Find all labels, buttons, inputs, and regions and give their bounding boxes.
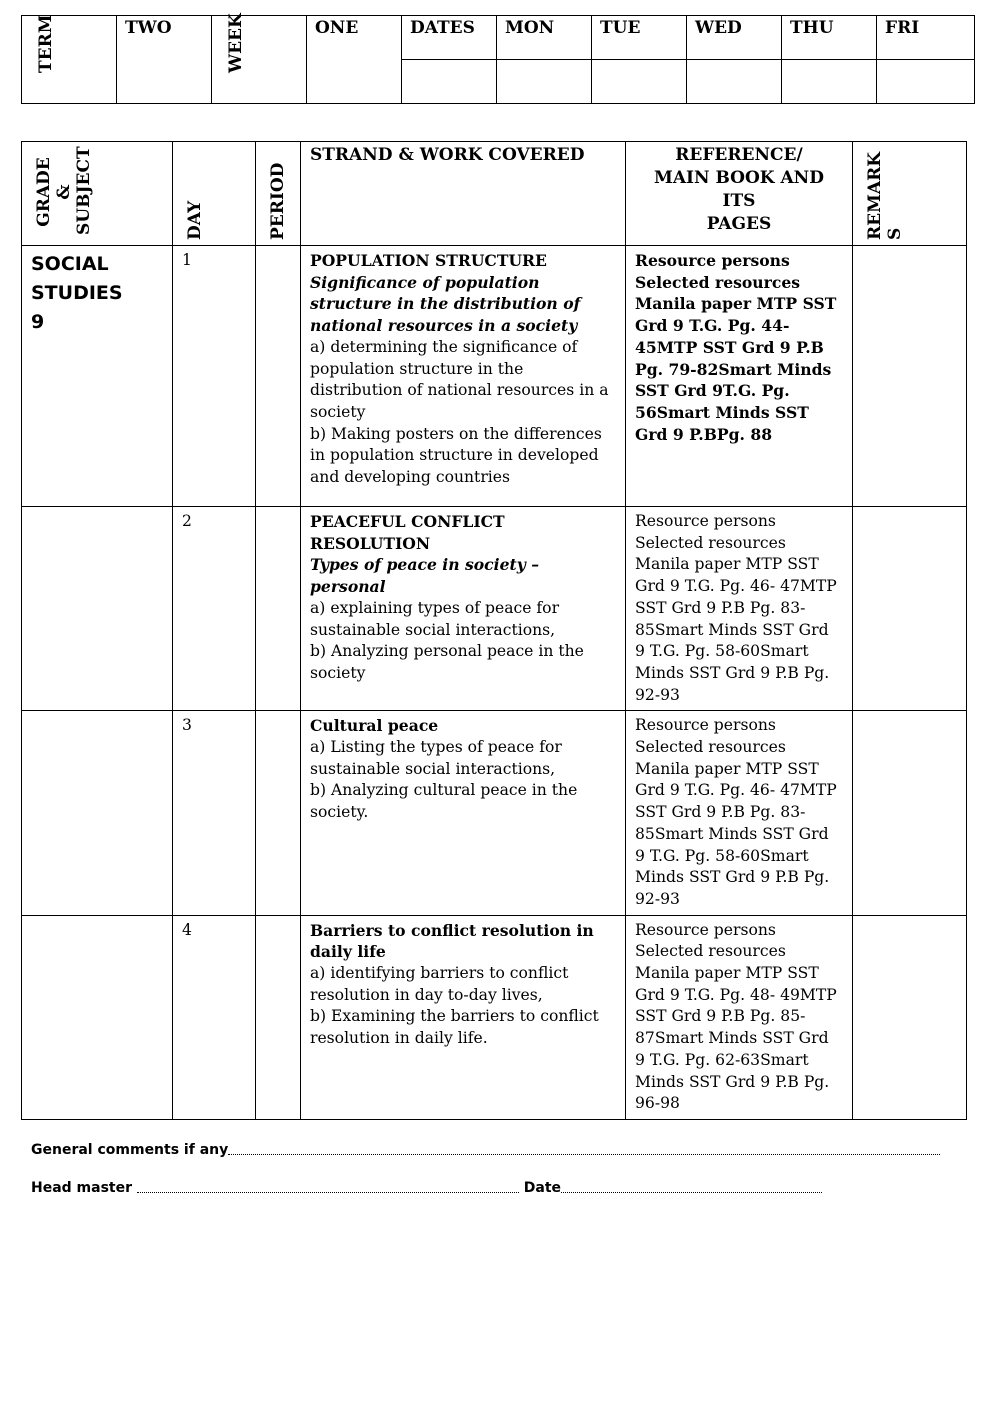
strand-subtitle: Significance of population structure in the distribution of national resources in a society	[310, 272, 581, 336]
reference-cell: Resource persons Selected resources Manila paper MTP SST Grd 9 T.G. Pg. 44-45MTP SST Grd 9 P.B Pg. 79-82Smart Minds SST Grd 9T.G. Pg. 56Smart Minds SST Grd 9 P.BPg. 88	[626, 246, 853, 507]
fri-date-cell	[877, 60, 975, 104]
remarks-header-l1: REMARK	[865, 152, 885, 240]
strand-cell	[301, 246, 626, 507]
reference-header-l1: REFERENCE/	[675, 145, 803, 165]
remarks-header	[853, 142, 967, 246]
week-label-cell	[212, 13, 307, 104]
week-label: WEEK	[226, 13, 246, 73]
general-comments-line	[31, 1142, 940, 1158]
table-header-row	[22, 142, 967, 246]
day-tue-label: TUE	[592, 16, 687, 60]
scheme-table	[21, 141, 967, 1120]
remarks-cell	[853, 507, 967, 711]
day-cell: 1	[173, 246, 256, 507]
subject-cell	[22, 915, 173, 1119]
headmaster-label: Head master	[31, 1180, 133, 1196]
general-comments-field[interactable]	[228, 1153, 940, 1155]
subject-cell	[22, 246, 173, 507]
strand-subtitle: Types of peace in society – personal	[310, 555, 539, 597]
strand-header-label: STRAND & WORK COVERED	[310, 145, 585, 165]
strand-point-a: a) determining the significance of population structure in the distribution of national resources in a society	[310, 337, 609, 421]
subject-line-2: STUDIES	[31, 282, 123, 304]
term-label: TERM	[36, 14, 56, 73]
period-cell	[256, 915, 301, 1119]
day-mon-label: MON	[497, 16, 592, 60]
strand-title: Cultural peace	[310, 716, 439, 736]
day-cell: 2	[173, 507, 256, 711]
strand-title: POPULATION STRUCTURE	[310, 251, 547, 270]
reference-header-l3: PAGES	[706, 214, 772, 234]
strand-cell	[301, 915, 626, 1119]
day-thu-label: THU	[782, 16, 877, 60]
week-value: ONE	[307, 16, 402, 104]
reference-cell: Resource persons Selected resources Manila paper MTP SST Grd 9 T.G. Pg. 46- 47MTP SST Grd 9 P.B Pg. 83- 85Smart Minds SST Grd 9 T.G. Pg. 58-60Smart Minds SST Grd 9 P.B Pg. 92-93	[626, 507, 853, 711]
day-cell: 3	[173, 711, 256, 915]
day-fri-label: FRI	[877, 16, 975, 60]
period-cell	[256, 246, 301, 507]
term-label-cell	[22, 16, 117, 104]
day-cell: 4	[173, 915, 256, 1119]
day-header	[173, 142, 256, 246]
date-field[interactable]	[561, 1191, 822, 1193]
mon-date-cell	[497, 60, 592, 104]
thu-date-cell	[782, 60, 877, 104]
dates-value	[402, 60, 497, 104]
term-value: TWO	[117, 16, 212, 104]
reference-cell: Resource persons Selected resources Manila paper MTP SST Grd 9 T.G. Pg. 46- 47MTP SST Grd 9 P.B Pg. 83- 85Smart Minds SST Grd 9 T.G. Pg. 58-60Smart Minds SST Grd 9 P.B Pg. 92-93	[626, 711, 853, 915]
strand-title: Barriers to conflict resolution in daily life	[310, 920, 594, 962]
day-header-label: DAY	[185, 200, 205, 240]
strand-point-a: a) explaining types of peace for sustainable social interactions,	[310, 598, 560, 639]
day-wed-label: WED	[687, 16, 782, 60]
grade-label: GRADE	[34, 157, 54, 227]
headmaster-field[interactable]	[137, 1191, 519, 1193]
remarks-cell	[853, 915, 967, 1119]
subject-label: SUBJECT	[74, 146, 94, 235]
strand-point-b: b) Analyzing personal peace in the society	[310, 642, 584, 682]
period-header-label: PERIOD	[268, 162, 288, 240]
table-row	[22, 915, 967, 1119]
reference-cell: Resource persons Selected resources Manila paper MTP SST Grd 9 T.G. Pg. 48- 49MTP SST Grd 9 P.B Pg. 85- 87Smart Minds SST Grd 9 T.G. Pg. 62-63Smart Minds SST Grd 9 P.B Pg. 96-98	[626, 915, 853, 1119]
reference-header-l2: MAIN BOOK AND ITS	[654, 168, 824, 211]
subject-line-3: 9	[31, 311, 45, 333]
strand-point-a: a) identifying barriers to conflict resolution in day to-day lives,	[310, 964, 569, 1004]
grade-subject-header	[22, 142, 173, 246]
general-comments-label: General comments if any	[31, 1142, 229, 1158]
remarks-cell	[853, 246, 967, 507]
reference-header	[626, 142, 853, 246]
remarks-header-l2: S	[885, 227, 905, 240]
remarks-cell	[853, 711, 967, 915]
header-table	[21, 15, 975, 104]
amp-label: &	[54, 184, 74, 200]
strand-header	[301, 142, 626, 246]
period-header	[256, 142, 301, 246]
date-label: Date	[523, 1180, 562, 1196]
period-cell	[256, 507, 301, 711]
table-row	[22, 246, 967, 507]
period-cell	[256, 711, 301, 915]
strand-point-a: a) Listing the types of peace for sustainable social interactions,	[310, 738, 562, 778]
strand-point-b: b) Analyzing cultural peace in the society.	[310, 781, 578, 822]
strand-point-b: b) Examining the barriers to conflict resolution in daily life.	[310, 1007, 599, 1048]
subject-cell	[22, 711, 173, 915]
signature-line	[31, 1180, 822, 1196]
strand-cell	[301, 507, 626, 711]
subject-line-1: SOCIAL	[31, 253, 109, 275]
wed-date-cell	[687, 60, 782, 104]
strand-point-b: b) Making posters on the differences in population structure in developed and developing countries	[310, 424, 602, 487]
table-row	[22, 507, 967, 711]
strand-cell	[301, 711, 626, 915]
strand-title: PEACEFUL CONFLICT RESOLUTION	[310, 512, 505, 553]
dates-label: DATES	[402, 16, 497, 60]
tue-date-cell	[592, 60, 687, 104]
table-row	[22, 711, 967, 915]
subject-cell	[22, 507, 173, 711]
